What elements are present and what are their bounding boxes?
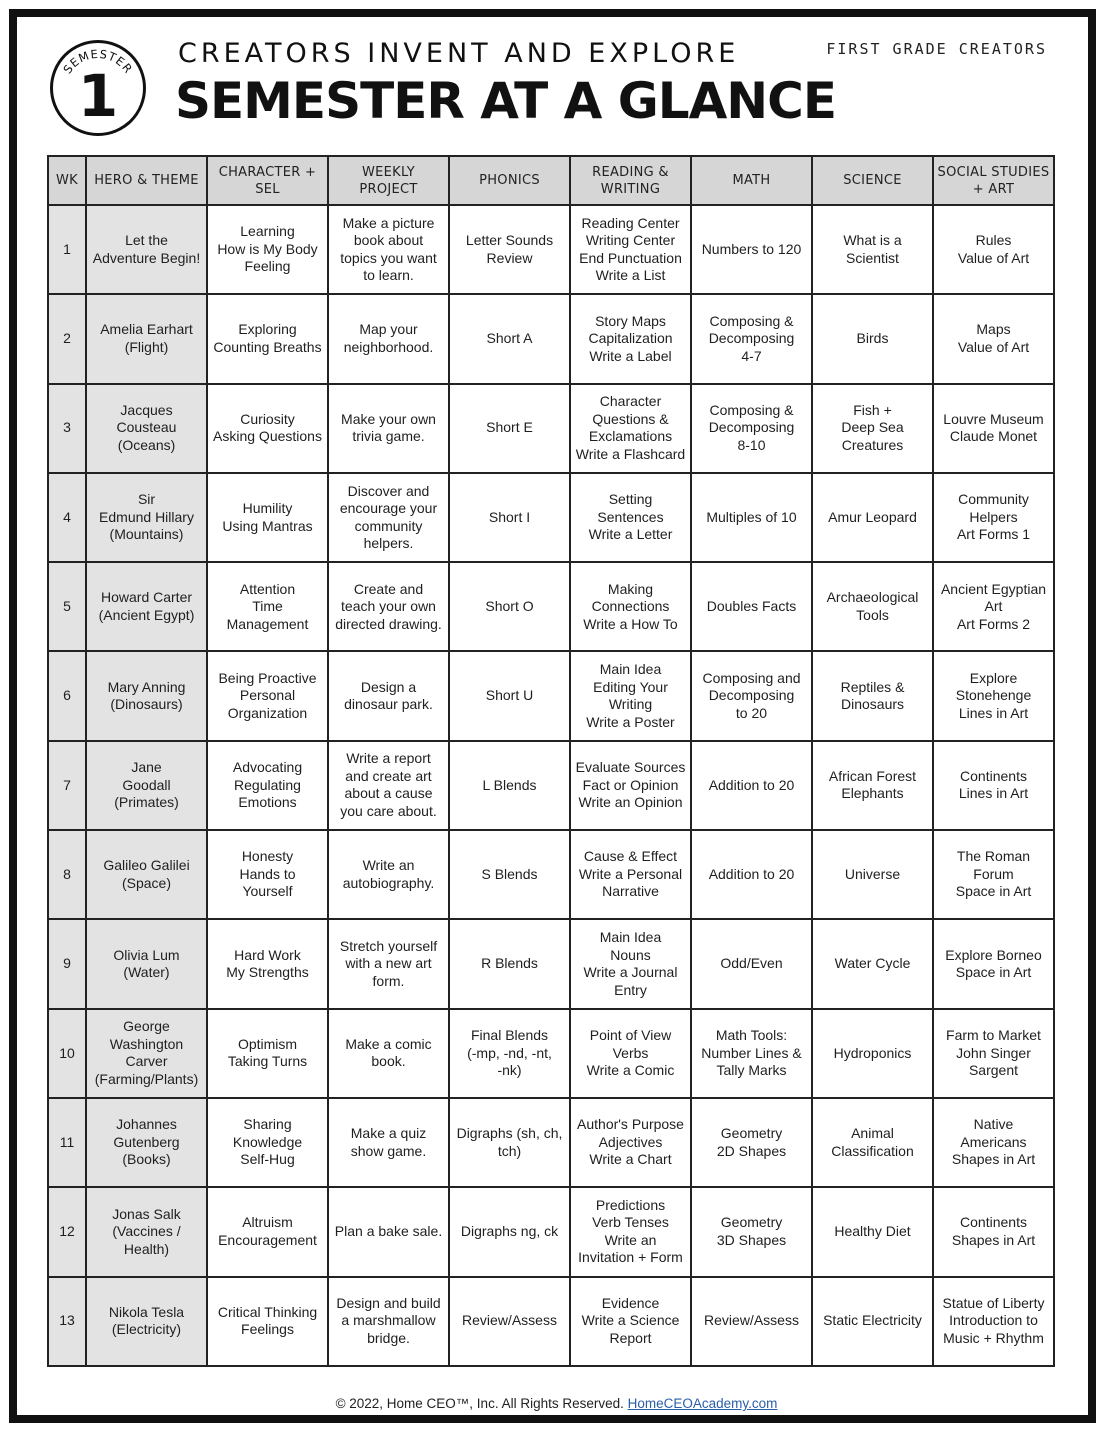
cell-science: Reptiles & Dinosaurs [812, 651, 933, 740]
cell-science: Archaeological Tools [812, 562, 933, 651]
cell-project: Map your neighborhood. [328, 294, 449, 383]
cell-character: Altruism Encouragement [207, 1187, 328, 1276]
cell-character: Attention Time Management [207, 562, 328, 651]
cell-character: Exploring Counting Breaths [207, 294, 328, 383]
cell-hero: Jacques Cousteau (Oceans) [86, 384, 207, 473]
cell-math: Doubles Facts [691, 562, 812, 651]
cell-hero: Howard Carter (Ancient Egypt) [86, 562, 207, 651]
cell-math: Odd/Even [691, 919, 812, 1008]
table-row [48, 830, 1054, 919]
header-hero: HERO & THEME [86, 156, 207, 205]
cell-reading: Point of View Verbs Write a Comic [570, 1009, 691, 1098]
cell-phonics: Letter Sounds Review [449, 205, 570, 294]
cell-hero: Galileo Galilei (Space) [86, 830, 207, 919]
cell-science: Hydroponics [812, 1009, 933, 1098]
cell-hero: Sir Edmund Hillary (Mountains) [86, 473, 207, 562]
semester-badge-label: SEMESTER [60, 46, 136, 77]
table-header-row [48, 156, 1054, 205]
cell-reading: Reading Center Writing Center End Punctuation Write a List [570, 205, 691, 294]
cell-character: Advocating Regulating Emotions [207, 741, 328, 830]
semester-table [47, 155, 1055, 1367]
header-math: MATH [691, 156, 812, 205]
cell-hero: Johannes Gutenberg (Books) [86, 1098, 207, 1187]
footer [0, 1396, 1113, 1411]
cell-math: Composing & Decomposing 8-10 [691, 384, 812, 473]
cell-social: Louvre Museum Claude Monet [933, 384, 1054, 473]
cell-social: Statue of Liberty Introduction to Music + Rhythm [933, 1277, 1054, 1366]
footer-copyright: © 2022, Home CEO™, Inc. All Rights Reserved. [335, 1396, 624, 1411]
header-phonics: PHONICS [449, 156, 570, 205]
header-reading: READING & WRITING [570, 156, 691, 205]
cell-reading: Main Idea Editing Your Writing Write a Poster [570, 651, 691, 740]
cell-project: Make a comic book. [328, 1009, 449, 1098]
table-row [48, 651, 1054, 740]
cell-science: Animal Classification [812, 1098, 933, 1187]
cell-character: Hard Work My Strengths [207, 919, 328, 1008]
cell-reading: Author's Purpose Adjectives Write a Chart [570, 1098, 691, 1187]
cell-phonics: Short O [449, 562, 570, 651]
table-body [48, 205, 1054, 1366]
cell-science: What is a Scientist [812, 205, 933, 294]
table-row [48, 1187, 1054, 1276]
cell-wk: 3 [48, 384, 86, 473]
cell-reading: Predictions Verb Tenses Write an Invitation + Form [570, 1187, 691, 1276]
cell-reading: Cause & Effect Write a Personal Narrative [570, 830, 691, 919]
cell-character: Being Proactive Personal Organization [207, 651, 328, 740]
cell-hero: Nikola Tesla (Electricity) [86, 1277, 207, 1366]
cell-social: The Roman Forum Space in Art [933, 830, 1054, 919]
cell-math: Numbers to 120 [691, 205, 812, 294]
cell-science: African Forest Elephants [812, 741, 933, 830]
cell-hero: Mary Anning (Dinosaurs) [86, 651, 207, 740]
cell-social: Continents Lines in Art [933, 741, 1054, 830]
cell-math: Addition to 20 [691, 741, 812, 830]
cell-wk: 5 [48, 562, 86, 651]
cell-phonics: R Blends [449, 919, 570, 1008]
table-row [48, 741, 1054, 830]
cell-math: Math Tools: Number Lines & Tally Marks [691, 1009, 812, 1098]
cell-reading: Setting Sentences Write a Letter [570, 473, 691, 562]
header-science: SCIENCE [812, 156, 933, 205]
cell-character: Curiosity Asking Questions [207, 384, 328, 473]
cell-character: Learning How is My Body Feeling [207, 205, 328, 294]
cell-character: Optimism Taking Turns [207, 1009, 328, 1098]
grade-label: FIRST GRADE CREATORS [826, 40, 1047, 58]
cell-hero: Jonas Salk (Vaccines / Health) [86, 1187, 207, 1276]
cell-math: Geometry 3D Shapes [691, 1187, 812, 1276]
cell-math: Review/Assess [691, 1277, 812, 1366]
cell-project: Write an autobiography. [328, 830, 449, 919]
cell-project: Stretch yourself with a new art form. [328, 919, 449, 1008]
header-social: SOCIAL STUDIES + ART [933, 156, 1054, 205]
table-row [48, 384, 1054, 473]
cell-science: Fish + Deep Sea Creatures [812, 384, 933, 473]
cell-science: Healthy Diet [812, 1187, 933, 1276]
cell-phonics: Short E [449, 384, 570, 473]
page-subtitle: CREATORS INVENT AND EXPLORE [178, 38, 740, 69]
cell-social: Maps Value of Art [933, 294, 1054, 383]
cell-hero: Jane Goodall (Primates) [86, 741, 207, 830]
cell-math: Composing and Decomposing to 20 [691, 651, 812, 740]
cell-science: Amur Leopard [812, 473, 933, 562]
cell-social: Community Helpers Art Forms 1 [933, 473, 1054, 562]
cell-character: Sharing Knowledge Self-Hug [207, 1098, 328, 1187]
table-row [48, 1009, 1054, 1098]
cell-phonics: Short I [449, 473, 570, 562]
cell-wk: 11 [48, 1098, 86, 1187]
cell-reading: Character Questions & Exclamations Write a Flashcard [570, 384, 691, 473]
cell-social: Explore Borneo Space in Art [933, 919, 1054, 1008]
cell-project: Design a dinosaur park. [328, 651, 449, 740]
cell-project: Make your own trivia game. [328, 384, 449, 473]
cell-science: Water Cycle [812, 919, 933, 1008]
table-row [48, 919, 1054, 1008]
cell-reading: Making Connections Write a How To [570, 562, 691, 651]
cell-science: Static Electricity [812, 1277, 933, 1366]
cell-project: Make a picture book about topics you want to learn. [328, 205, 449, 294]
cell-wk: 4 [48, 473, 86, 562]
cell-phonics: Final Blends (-mp, -nd, -nt, -nk) [449, 1009, 570, 1098]
table-row [48, 1277, 1054, 1366]
footer-link[interactable]: HomeCEOAcademy.com [627, 1396, 778, 1411]
cell-math: Geometry 2D Shapes [691, 1098, 812, 1187]
cell-math: Composing & Decomposing 4-7 [691, 294, 812, 383]
table-row [48, 294, 1054, 383]
cell-project: Write a report and create art about a cause you care about. [328, 741, 449, 830]
cell-phonics: Digraphs ng, ck [449, 1187, 570, 1276]
header-project: WEEKLY PROJECT [328, 156, 449, 205]
cell-hero: Olivia Lum (Water) [86, 919, 207, 1008]
semester-badge [50, 40, 146, 136]
cell-phonics: Digraphs (sh, ch, tch) [449, 1098, 570, 1187]
cell-phonics: L Blends [449, 741, 570, 830]
cell-hero: Amelia Earhart (Flight) [86, 294, 207, 383]
cell-social: Ancient Egyptian Art Art Forms 2 [933, 562, 1054, 651]
table-row [48, 473, 1054, 562]
cell-phonics: Short A [449, 294, 570, 383]
table-row [48, 1098, 1054, 1187]
cell-social: Farm to Market John Singer Sargent [933, 1009, 1054, 1098]
cell-social: Rules Value of Art [933, 205, 1054, 294]
cell-math: Multiples of 10 [691, 473, 812, 562]
cell-social: Explore Stonehenge Lines in Art [933, 651, 1054, 740]
header-character: CHARACTER + SEL [207, 156, 328, 205]
cell-wk: 2 [48, 294, 86, 383]
cell-character: Humility Using Mantras [207, 473, 328, 562]
cell-wk: 9 [48, 919, 86, 1008]
cell-science: Birds [812, 294, 933, 383]
cell-project: Design and build a marshmallow bridge. [328, 1277, 449, 1366]
cell-wk: 10 [48, 1009, 86, 1098]
cell-wk: 8 [48, 830, 86, 919]
cell-wk: 1 [48, 205, 86, 294]
cell-social: Continents Shapes in Art [933, 1187, 1054, 1276]
cell-project: Plan a bake sale. [328, 1187, 449, 1276]
header-wk: WK [48, 156, 86, 205]
cell-character: Critical Thinking Feelings [207, 1277, 328, 1366]
table-row [48, 205, 1054, 294]
cell-wk: 7 [48, 741, 86, 830]
table-row [48, 562, 1054, 651]
page-title: SEMESTER AT A GLANCE [175, 72, 836, 130]
cell-phonics: S Blends [449, 830, 570, 919]
cell-hero: George Washington Carver (Farming/Plants) [86, 1009, 207, 1098]
cell-reading: Evidence Write a Science Report [570, 1277, 691, 1366]
cell-reading: Main Idea Nouns Write a Journal Entry [570, 919, 691, 1008]
cell-wk: 6 [48, 651, 86, 740]
cell-social: Native Americans Shapes in Art [933, 1098, 1054, 1187]
cell-project: Create and teach your own directed drawing. [328, 562, 449, 651]
cell-wk: 13 [48, 1277, 86, 1366]
cell-project: Make a quiz show game. [328, 1098, 449, 1187]
cell-phonics: Short U [449, 651, 570, 740]
cell-reading: Evaluate Sources Fact or Opinion Write an Opinion [570, 741, 691, 830]
cell-hero: Let the Adventure Begin! [86, 205, 207, 294]
semester-number: 1 [77, 62, 119, 130]
cell-math: Addition to 20 [691, 830, 812, 919]
cell-project: Discover and encourage your community helpers. [328, 473, 449, 562]
cell-wk: 12 [48, 1187, 86, 1276]
cell-reading: Story Maps Capitalization Write a Label [570, 294, 691, 383]
cell-character: Honesty Hands to Yourself [207, 830, 328, 919]
cell-science: Universe [812, 830, 933, 919]
cell-phonics: Review/Assess [449, 1277, 570, 1366]
